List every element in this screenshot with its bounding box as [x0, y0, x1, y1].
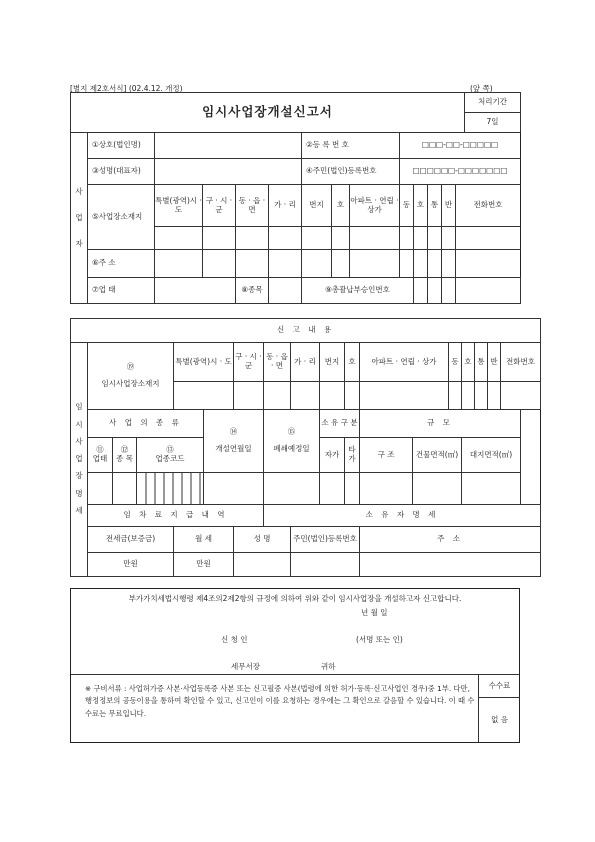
business-section — [70, 132, 521, 304]
owner-id-field[interactable] — [291, 553, 360, 577]
business-location-label: ⑤사업장소재지 — [88, 185, 155, 250]
location-field[interactable] — [155, 227, 203, 250]
lease-details-label: 임 차 료 지 급 내 역 — [88, 505, 264, 527]
col-ban: 반 — [442, 185, 456, 227]
opening-date-field[interactable] — [204, 472, 264, 505]
location-field[interactable] — [174, 381, 234, 409]
resident-number-field[interactable]: □□□□□□-□□□□□□□ — [400, 159, 521, 185]
col-lot: 번지 — [302, 185, 332, 227]
col-ban: 반 — [488, 342, 501, 381]
report-section — [70, 318, 541, 577]
address-field[interactable] — [155, 250, 203, 278]
page-side: (앞 쪽) — [470, 84, 493, 93]
business-item-label: ⑫ 종 목 — [113, 438, 137, 473]
address-field[interactable] — [269, 250, 302, 278]
location-field[interactable] — [456, 227, 521, 250]
address-field[interactable] — [456, 250, 521, 278]
location-field[interactable] — [236, 227, 269, 250]
fee-box — [478, 675, 520, 743]
col-town: 동 · 읍 · 면 — [264, 342, 291, 381]
declaration-block — [70, 588, 520, 743]
location-field[interactable] — [428, 227, 442, 250]
processing-period-label: 처리기간 — [465, 93, 521, 113]
owner-address-label: 주 소 — [360, 527, 541, 553]
own-other-label: 타가 — [345, 438, 360, 473]
processing-period-value: 7일 — [465, 113, 521, 133]
col-province: 특별(광역)시 · 도 — [155, 185, 203, 227]
business-type-label: ⑦업 태 — [88, 278, 155, 304]
col-town: 동 · 읍 · 면 — [236, 185, 269, 227]
approval-digit[interactable] — [456, 278, 521, 304]
land-area-label: 대지면적(㎡) — [462, 438, 521, 473]
trade-name-label: ①상호(법인명) — [88, 133, 155, 159]
approval-digit[interactable] — [442, 278, 456, 304]
item-label: ⑧종목 — [236, 278, 269, 304]
land-area-field[interactable] — [462, 472, 521, 505]
addressee-label: 귀하 — [321, 662, 336, 671]
opening-date-label: ⑭ 개설연월일 — [204, 410, 264, 473]
location-field[interactable] — [234, 381, 264, 409]
col-tong: 통 — [428, 185, 442, 227]
address-field[interactable] — [302, 250, 332, 278]
col-building: 동 — [449, 342, 462, 381]
title-block — [70, 92, 521, 133]
monthly-unit: 만원 — [196, 559, 211, 569]
col-number: 호 — [345, 342, 360, 381]
col-province: 특별(광역)시 · 도 — [174, 342, 234, 381]
col-phone: 전화번호 — [501, 342, 541, 381]
deposit-label: 전세금(보증금) — [88, 527, 174, 553]
location-field[interactable] — [264, 381, 291, 409]
trade-name-field[interactable] — [155, 133, 302, 159]
applicant-label: 신 청 인 — [221, 635, 248, 644]
location-field[interactable] — [400, 227, 414, 250]
location-field[interactable] — [475, 381, 488, 409]
building-area-label: 건물면적(㎡) — [413, 438, 462, 473]
own-self-label: 자가 — [320, 438, 345, 473]
business-item-field[interactable] — [113, 472, 137, 505]
location-field[interactable] — [320, 381, 345, 409]
location-field[interactable] — [442, 227, 456, 250]
fee-value: 없 음 — [491, 715, 508, 724]
business-vertical-label: 사 업 자 — [71, 133, 88, 304]
address-field[interactable] — [203, 250, 236, 278]
col-unit: 호 — [414, 185, 428, 227]
registration-number-field[interactable]: □□□-□□-□□□□□ — [400, 133, 521, 159]
industry-code-label: ⑬ 업종코드 — [137, 438, 204, 473]
industry-code-field[interactable] — [137, 472, 204, 505]
application-date: 년 월 일 — [361, 608, 388, 617]
col-apartment: 아파트 · 연립 · 상가 — [360, 342, 449, 381]
declaration-statement: 부가가치세법시행령 제4조의2제2항의 규정에 의하여 위와 같이 임시사업장을 개설하고자 신고합니다. — [128, 594, 462, 603]
address-field[interactable] — [400, 250, 414, 278]
address-field[interactable] — [428, 250, 442, 278]
report-heading: 신 고 내 용 — [71, 319, 541, 343]
location-field[interactable] — [345, 381, 360, 409]
temp-location-label: ⑲ 임시사업장소재지 — [88, 342, 174, 409]
owner-details-label: 소 유 자 명 세 — [264, 505, 541, 527]
representative-name-field[interactable] — [155, 159, 302, 185]
col-lot: 번지 — [320, 342, 345, 381]
tax-office-label: 세무서장 — [231, 662, 260, 671]
business-category-field[interactable] — [88, 472, 113, 505]
approval-number-label: ⑨총괄납부승인번호 — [302, 278, 414, 304]
required-documents-note: ※ 구비서류 : 사업허가증 사본·사업등록증 사본 또는 신고필증 사본(법령에 의한 허가·등록·신고사업인 경우)중 1부. 다만, 행정정보의 공동이용을 통하여 확인할 수 있고, 신고인이 이를 요청하는 경우에는 그 확인으로 갈음할 수 있습니다. 이 때 수수료는 무료입니다. — [85, 684, 475, 718]
approval-digit[interactable] — [414, 278, 428, 304]
location-field[interactable] — [449, 381, 462, 409]
address-field[interactable] — [236, 250, 269, 278]
deposit-unit: 만원 — [123, 559, 138, 569]
location-field[interactable] — [291, 381, 320, 409]
fee-label: 수수료 — [479, 675, 520, 698]
form-reference: [별지 제2호서식] (02.4.12. 개정) — [70, 84, 183, 93]
building-area-field[interactable] — [413, 472, 462, 505]
own-self-field[interactable] — [320, 472, 345, 505]
form-title: 임시사업장개설신고서 — [71, 93, 465, 133]
location-field[interactable] — [203, 227, 236, 250]
structure-field[interactable] — [360, 472, 413, 505]
col-building: 동 — [400, 185, 414, 227]
col-village: 가 · 리 — [291, 342, 320, 381]
owner-name-label: 성 명 — [234, 527, 291, 553]
col-unit: 호 — [462, 342, 475, 381]
location-field[interactable] — [501, 381, 541, 409]
col-phone: 전화번호 — [456, 185, 521, 227]
location-field[interactable] — [269, 227, 302, 250]
location-field[interactable] — [488, 381, 501, 409]
col-tong: 통 — [475, 342, 488, 381]
representative-name-label: ③성명(대표자) — [88, 159, 155, 185]
address-field[interactable] — [414, 250, 428, 278]
col-number: 호 — [332, 185, 350, 227]
monthly-rent-label: 월 세 — [174, 527, 234, 553]
monthly-rent-field[interactable] — [174, 553, 234, 577]
address-field[interactable] — [350, 250, 400, 278]
location-field[interactable] — [462, 381, 475, 409]
col-apartment: 아파트 · 연립 · 상가 — [350, 185, 400, 227]
address-field[interactable] — [332, 250, 350, 278]
ownership-label: 소 유 구 분 — [320, 410, 360, 438]
location-field[interactable] — [302, 227, 332, 250]
resident-number-label: ④주민(법인)등록번호 — [302, 159, 400, 185]
item-field[interactable] — [269, 278, 302, 304]
closing-date-field[interactable] — [264, 472, 320, 505]
owner-address-field[interactable] — [360, 553, 541, 577]
signature-label: (서명 또는 인) — [356, 635, 403, 644]
deposit-field[interactable] — [88, 553, 174, 577]
closing-date-label: ⑮ 폐쇄예정일 — [264, 410, 320, 473]
approval-digit[interactable] — [428, 278, 442, 304]
business-kind-label: 사 업 의 종 류 — [88, 410, 204, 438]
location-field[interactable] — [332, 227, 350, 250]
location-field[interactable] — [414, 227, 428, 250]
col-village: 가 · 리 — [269, 185, 302, 227]
address-label: ⑥주 소 — [88, 250, 155, 278]
business-type-field[interactable] — [155, 278, 236, 304]
location-field[interactable] — [350, 227, 400, 250]
business-category-label: ⑪ 업태 — [88, 438, 113, 473]
owner-name-field[interactable] — [234, 553, 291, 577]
col-city: 구 · 시 · 군 — [203, 185, 236, 227]
owner-id-label: 주민(법인)등록번호 — [291, 527, 360, 553]
structure-label: 구 조 — [360, 438, 413, 473]
scale-label: 규 모 — [360, 410, 521, 438]
own-other-field[interactable] — [345, 472, 360, 505]
notes-box — [71, 674, 519, 743]
location-field[interactable] — [360, 381, 449, 409]
registration-number-label: ②등 록 번 호 — [302, 133, 400, 159]
report-vertical-label: 임 시 사 업 장 명 세 — [71, 342, 88, 576]
address-field[interactable] — [442, 250, 456, 278]
col-city: 구 · 시 · 군 — [234, 342, 264, 381]
